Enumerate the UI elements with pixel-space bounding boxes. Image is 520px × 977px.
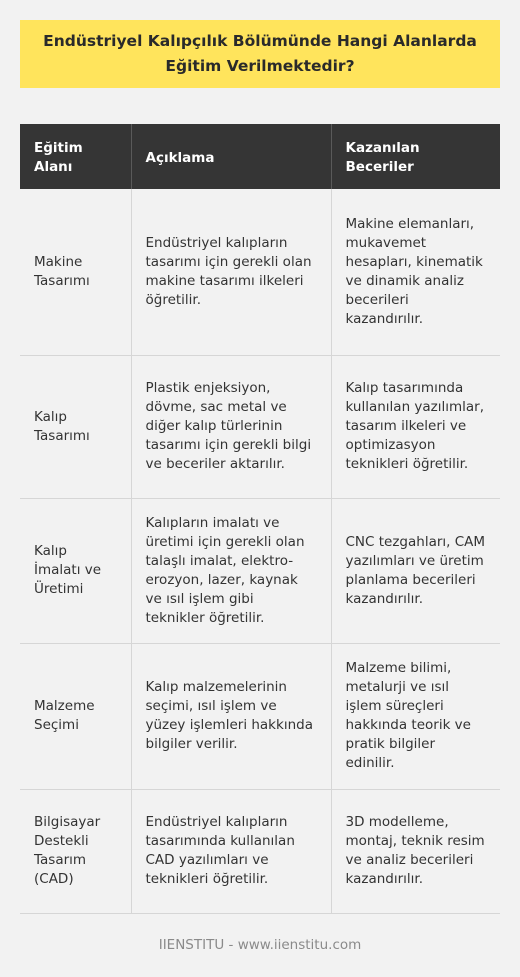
cell-area: Kalıp Tasarımı bbox=[20, 355, 131, 498]
cell-skills: Kalıp tasarımında kullanılan yazılımlar, tasarım ilkeleri ve optimizasyon teknikleri öğretilir. bbox=[331, 355, 500, 498]
table-row bbox=[20, 355, 500, 498]
cell-description: Kalıp malzemelerinin seçimi, ısıl işlem ve yüzey işlemleri hakkında bilgiler verilir. bbox=[131, 643, 331, 789]
cell-area: Kalıp İmalatı ve Üretimi bbox=[20, 498, 131, 643]
table-row bbox=[20, 643, 500, 789]
header-egitim-alani: Eğitim Alanı bbox=[20, 124, 131, 189]
table-row bbox=[20, 189, 500, 355]
cell-skills: 3D modelleme, montaj, teknik resim ve analiz becerileri kazandırılır. bbox=[331, 789, 500, 913]
title-banner bbox=[20, 20, 500, 88]
table-header-row bbox=[20, 124, 500, 189]
cell-skills: Makine elemanları, mukavemet hesapları, kinematik ve dinamik analiz becerileri kazandırılır. bbox=[331, 189, 500, 355]
training-table bbox=[20, 124, 500, 914]
cell-skills: Malzeme bilimi, metalurji ve ısıl işlem süreçleri hakkında teorik ve pratik bilgiler edinilir. bbox=[331, 643, 500, 789]
cell-area: Bilgisayar Destekli Tasarım (CAD) bbox=[20, 789, 131, 913]
cell-description: Kalıpların imalatı ve üretimi için gerekli olan talaşlı imalat, elektro-erozyon, lazer, kaynak ve ısıl işlem gibi teknikler öğretilir. bbox=[131, 498, 331, 643]
table-row bbox=[20, 498, 500, 643]
header-aciklama: Açıklama bbox=[131, 124, 331, 189]
footer-credit: IIENSTITU - www.iienstitu.com bbox=[158, 937, 362, 953]
cell-description: Endüstriyel kalıpların tasarımı için gerekli olan makine tasarımı ilkeleri öğretilir. bbox=[131, 189, 331, 355]
header-kazanilan-beceriler: Kazanılan Beceriler bbox=[331, 124, 500, 189]
cell-area: Makine Tasarımı bbox=[20, 189, 131, 355]
cell-skills: CNC tezgahları, CAM yazılımları ve üretim planlama becerileri kazandırılır. bbox=[331, 498, 500, 643]
page-title: Endüstriyel Kalıpçılık Bölümünde Hangi Alanlarda Eğitim Verilmektedir? bbox=[43, 32, 477, 75]
table-row bbox=[20, 789, 500, 913]
cell-description: Plastik enjeksiyon, dövme, sac metal ve diğer kalıp türlerinin tasarımı için gerekli bilgi ve beceriler aktarılır. bbox=[131, 355, 331, 498]
cell-area: Malzeme Seçimi bbox=[20, 643, 131, 789]
cell-description: Endüstriyel kalıpların tasarımında kullanılan CAD yazılımları ve teknikleri öğretilir. bbox=[131, 789, 331, 913]
